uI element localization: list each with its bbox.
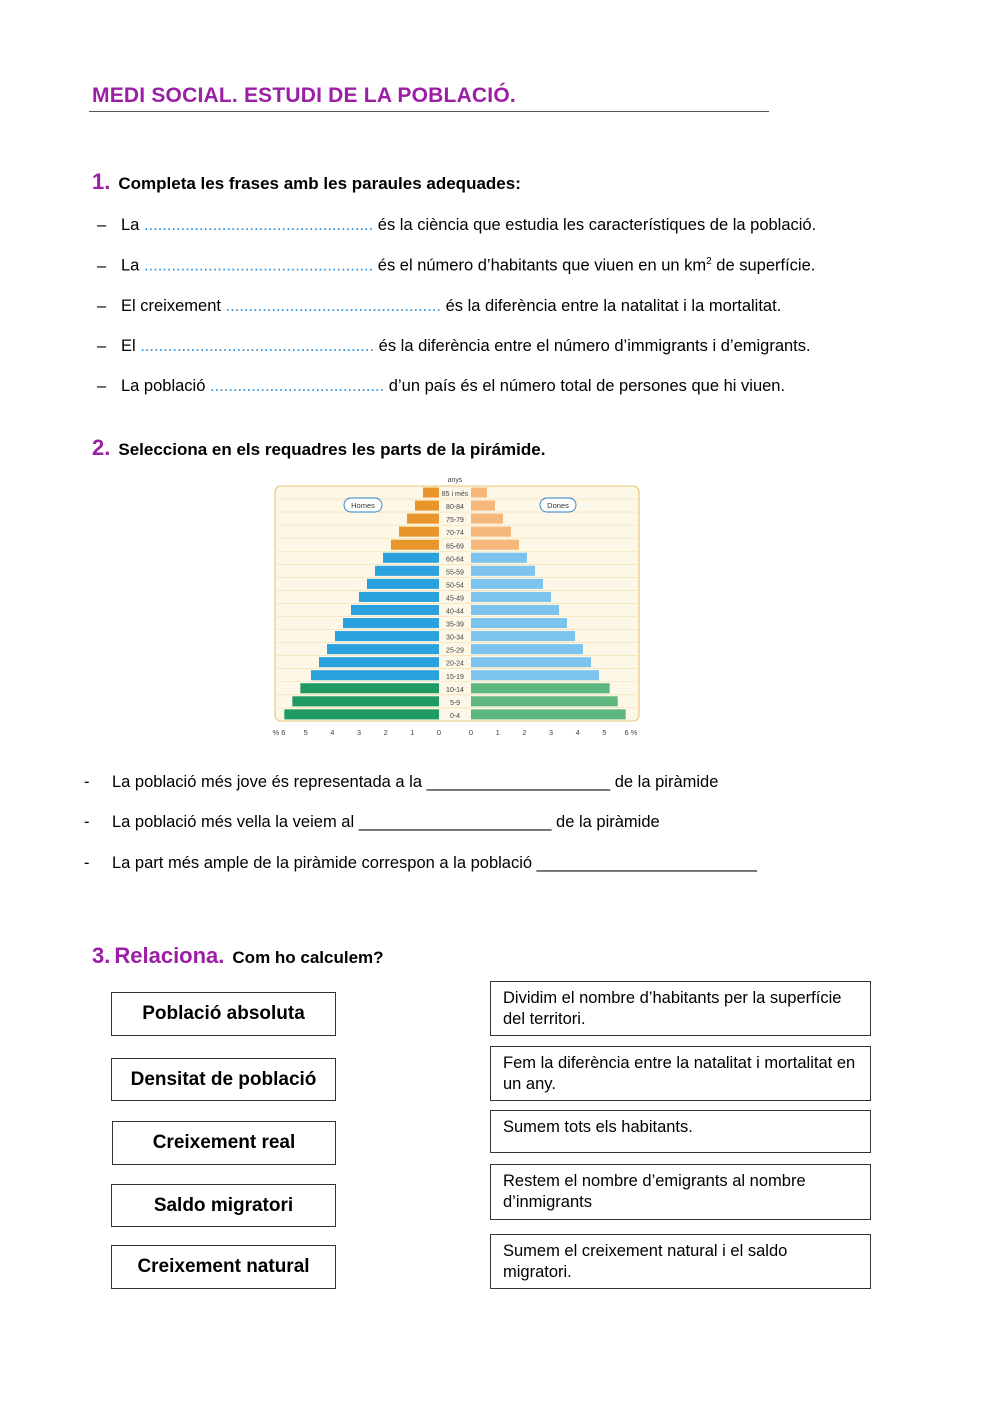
age-label: 0-4	[449, 712, 461, 720]
q2-number: 2.	[92, 435, 111, 460]
bar-homes	[375, 566, 439, 576]
term-box[interactable]: Saldo migratori	[111, 1184, 336, 1227]
age-label: 40-44	[446, 608, 464, 616]
age-label: 25-29	[446, 647, 464, 655]
dash: –	[97, 216, 107, 234]
q3-heading-text: Com ho calculem?	[232, 948, 384, 967]
bar-homes	[335, 631, 439, 641]
q2-heading-text: Selecciona en els requadres les parts de la pirámide.	[118, 440, 546, 459]
age-label: 45-49	[446, 595, 464, 603]
fill-blank[interactable]: ...............................................	[225, 297, 442, 315]
q2-line-text: La població més vella la veiem al	[112, 813, 355, 831]
q1-row-suffix: és la diferència entre el número d’immigrants i d’emigrants.	[378, 337, 811, 355]
x-tick-label: 1	[410, 728, 415, 737]
page-title: MEDI SOCIAL. ESTUDI DE LA POBLACIÓ.	[92, 84, 516, 107]
age-label: 60-64	[446, 556, 464, 564]
population-pyramid	[268, 474, 648, 740]
age-label: 30-34	[446, 634, 464, 642]
fill-blank[interactable]: ..................................................	[143, 256, 374, 275]
q2-line-text: La població més jove és representada a la	[112, 773, 423, 791]
q1-row-suffix: d’un país és el número total de persones que hi viuen.	[388, 377, 786, 395]
x-tick-label: 0	[436, 728, 442, 737]
bar-dones	[471, 592, 551, 602]
age-label: 80-84	[446, 504, 464, 512]
hyphen: -	[84, 773, 90, 791]
bar-dones	[471, 683, 610, 693]
bar-dones	[471, 709, 626, 719]
bar-dones	[471, 488, 487, 498]
term-box[interactable]: Creixement real	[112, 1121, 336, 1165]
dash: –	[97, 377, 107, 395]
x-tick-label: 2	[383, 728, 388, 737]
q1-row	[97, 297, 781, 316]
bar-dones	[471, 657, 591, 667]
q1-row	[97, 256, 815, 276]
answer-blank[interactable]: ____________________	[426, 773, 611, 791]
bar-homes	[300, 683, 439, 693]
bar-dones	[471, 553, 527, 563]
age-label: 5-9	[449, 699, 461, 707]
age-label: 85 i més	[441, 491, 469, 499]
bar-homes	[292, 696, 439, 706]
age-label: 65-69	[446, 543, 464, 551]
definition-box[interactable]: Sumem tots els habitants.	[490, 1110, 871, 1153]
age-label: 35-39	[446, 621, 464, 629]
bar-homes	[367, 579, 439, 589]
q3-heading-colored: Relaciona.	[114, 943, 225, 968]
hyphen: -	[84, 854, 90, 872]
q3-heading	[92, 943, 384, 969]
x-tick-label: 5	[303, 728, 308, 737]
q2-line-end: de la piràmide	[556, 813, 660, 831]
bar-homes	[383, 553, 439, 563]
q1-row-prefix: La	[121, 216, 140, 234]
x-tick-label: 3	[548, 728, 554, 737]
x-tick-label: 3	[356, 728, 362, 737]
dash: –	[97, 256, 107, 275]
q1-number: 1.	[92, 169, 111, 194]
age-label: 20-24	[446, 660, 464, 668]
bar-dones	[471, 696, 618, 706]
age-label: 10-14	[446, 686, 464, 694]
q1-row-suffix: és el número d’habitants que viuen en un km	[377, 256, 707, 275]
q1-row	[97, 377, 785, 396]
answer-blank[interactable]: _____________________	[358, 813, 552, 831]
bar-dones	[471, 605, 559, 615]
legend-dones: Dones	[547, 501, 569, 510]
dash: –	[97, 337, 107, 355]
bar-homes	[415, 501, 439, 511]
bar-homes	[399, 527, 439, 537]
q2-line-end: de la piràmide	[614, 773, 719, 791]
bar-homes	[391, 540, 439, 550]
pyramid-chart	[268, 474, 648, 740]
q1-heading-text: Completa les frases amb les paraules adequades:	[118, 174, 521, 193]
bar-homes	[359, 592, 439, 602]
q3-number: 3.	[92, 943, 111, 968]
definition-box[interactable]: Restem el nombre d’emigrants al nombre d’inmigrants	[490, 1164, 871, 1220]
x-tick-label: 2	[522, 728, 527, 737]
bar-homes	[284, 709, 439, 719]
age-label: 50-54	[446, 582, 464, 590]
hyphen: -	[84, 813, 90, 831]
q1-row-suffix-end: de superfície.	[716, 256, 816, 275]
x-tick-label: 1	[495, 728, 500, 737]
q2-line	[84, 813, 660, 832]
q2-line	[84, 773, 718, 792]
superscript: 2	[706, 256, 712, 267]
bar-homes	[343, 618, 439, 628]
age-label: 15-19	[446, 673, 464, 681]
bar-dones	[471, 540, 519, 550]
bar-homes	[407, 514, 439, 524]
fill-blank[interactable]: ...................................................	[140, 337, 375, 355]
title-underline	[89, 111, 769, 112]
q2-line-text: La part més ample de la piràmide correspon a la població	[112, 854, 533, 872]
bar-dones	[471, 618, 567, 628]
x-tick-label: 5	[602, 728, 607, 737]
x-tick-label: 6 %	[624, 728, 638, 737]
q1-heading	[92, 169, 521, 195]
q1-row-prefix: La	[121, 256, 140, 275]
legend-homes: Homes	[351, 501, 375, 510]
bar-dones	[471, 566, 535, 576]
term-box[interactable]: Densitat de població	[111, 1058, 336, 1101]
bar-dones	[471, 631, 575, 641]
q1-row-suffix: és la ciència que estudia les característiques de la població.	[377, 216, 817, 234]
x-tick-label: 0	[468, 728, 474, 737]
term-box[interactable]: Població absoluta	[111, 992, 336, 1036]
definition-box[interactable]: Fem la diferència entre la natalitat i mortalitat en un any.	[490, 1046, 871, 1101]
bar-homes	[311, 670, 439, 680]
q1-row-prefix: La població	[121, 377, 206, 395]
q2-line	[84, 854, 757, 873]
q2-heading	[92, 435, 545, 461]
bar-dones	[471, 644, 583, 654]
x-tick-label: 4	[575, 728, 580, 737]
age-label: 70-74	[446, 530, 464, 538]
definition-box[interactable]: Sumem el creixement natural i el saldo migratori.	[490, 1234, 871, 1289]
bar-dones	[471, 514, 503, 524]
fill-blank[interactable]: ......................................	[210, 377, 385, 395]
bar-homes	[351, 605, 439, 615]
x-tick-label: % 6	[272, 728, 286, 737]
q1-row-suffix: és la diferència entre la natalitat i la mortalitat.	[445, 297, 782, 315]
age-label: 75-79	[446, 517, 464, 525]
bar-dones	[471, 670, 599, 680]
bar-homes	[327, 644, 439, 654]
definition-box[interactable]: Dividim el nombre d’habitants per la superfície del territori.	[490, 981, 871, 1036]
dash: –	[97, 297, 107, 315]
age-label: 55-59	[446, 569, 464, 577]
q1-row-prefix: El creixement	[121, 297, 221, 315]
bar-homes	[423, 488, 439, 498]
term-box[interactable]: Creixement natural	[111, 1245, 336, 1289]
axis-top-label: anys	[447, 477, 463, 484]
bar-dones	[471, 501, 495, 511]
fill-blank[interactable]: ..................................................	[143, 216, 374, 234]
x-tick-label: 4	[330, 728, 335, 737]
answer-blank[interactable]: ________________________	[536, 854, 757, 872]
q1-row	[97, 337, 811, 356]
q1-row	[97, 216, 816, 235]
bar-dones	[471, 579, 543, 589]
bar-homes	[319, 657, 439, 667]
bar-dones	[471, 527, 511, 537]
q1-row-prefix: El	[121, 337, 136, 355]
